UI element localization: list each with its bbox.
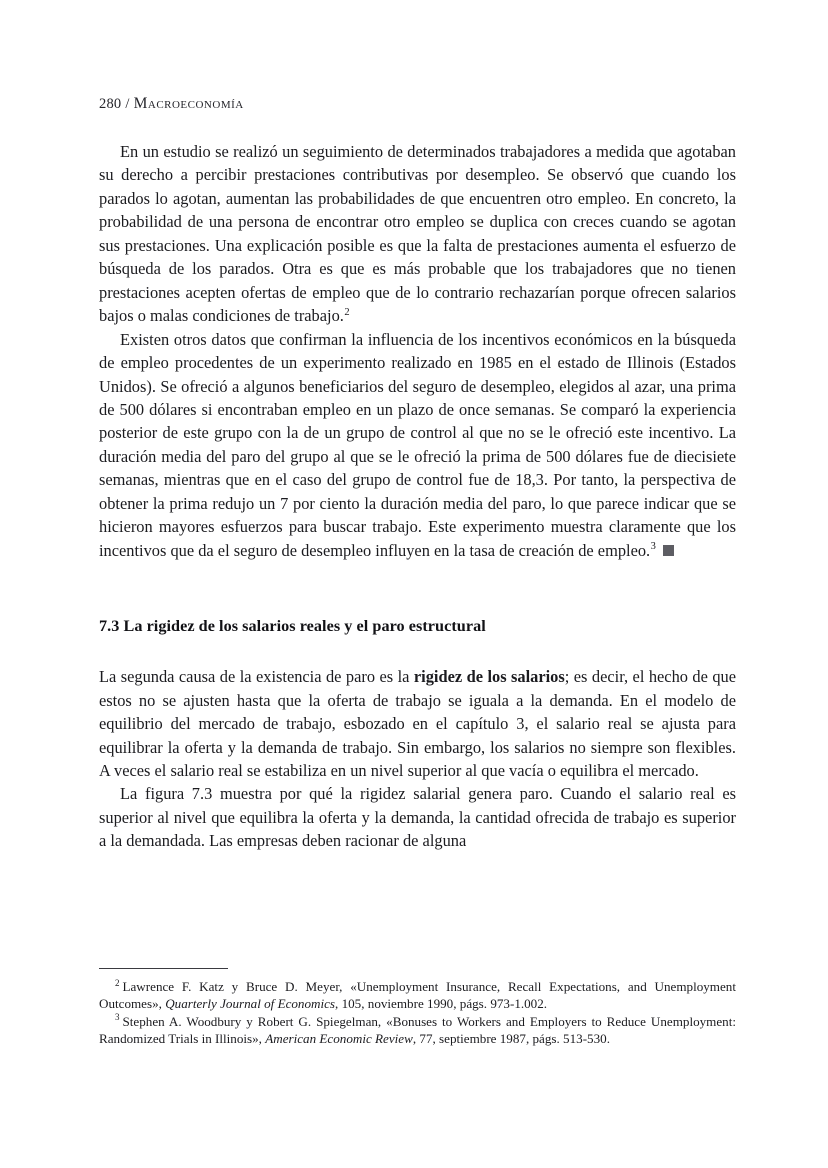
footnote-3-journal-title: American Economic Review bbox=[265, 1031, 413, 1047]
heading-spacer-above bbox=[99, 562, 736, 616]
footnote-3-text-part-2: , 77, septiembre 1987, págs. 513-530. bbox=[412, 1031, 610, 1047]
paragraph-3-text-before-bold: La segunda causa de la existencia de paro es la bbox=[99, 667, 414, 687]
text-column bbox=[99, 140, 736, 853]
footnote-2-text-part-1: Lawrence F. Katz y Bruce D. Meyer, «Unemployment Insurance, Recall Expectations, and Unemployment Outcomes», bbox=[99, 979, 736, 1012]
paragraph-illinois-experiment bbox=[99, 328, 736, 563]
footnote-2-text-part-2: , 105, noviembre 1990, págs. 973-1.002. bbox=[335, 996, 548, 1012]
paragraph-3-text-after-bold: ; es decir, el hecho de que estos no se ajusten hasta que la oferta de trabajo se iguala a la demanda. En el modelo de equilibrio del mercado de trabajo, esbozado en el capítulo 3, el salario real se ajusta para equilibrar la oferta y la demanda de trabajo. Sin embargo, los salarios no siempre son flexibles. A veces el salario real se estabiliza en un nivel superior al que vacía o equilibra el mercado. bbox=[99, 667, 737, 780]
end-of-box-marker bbox=[663, 545, 674, 556]
running-head bbox=[99, 95, 244, 113]
footnote-3-marker: 3 bbox=[115, 1012, 120, 1023]
paragraph-1-text: En un estudio se realizó un seguimiento de determinados trabajadores a medida que agotaban su derecho a percibir prestaciones contributivas por desempleo. Se observó que cuando los parados lo agotan, aumentan las probabilidades de que encuentren otro empleo. En concreto, la probabilidad de una persona de encontrar otro empleo se duplica con creces cuando se agotan sus prestaciones. Una explicación posible es que la falta de prestaciones aumenta el esfuerzo de búsqueda de los parados. Otra es que es más probable que los trabajadores que no tienen prestaciones acepten ofertas de empleo que de lo contrario rechazarían porque ofrecen salarios bajos o malas condiciones de trabajo. bbox=[99, 142, 736, 326]
footnote-2 bbox=[99, 978, 736, 1013]
paragraph-wage-rigidity bbox=[99, 665, 736, 782]
paragraph-unemployment-study bbox=[99, 140, 736, 328]
footnote-ref-3[interactable]: 3 bbox=[650, 541, 656, 553]
footnote-2-marker: 2 bbox=[115, 977, 120, 988]
paragraph-2-text: Existen otros datos que confirman la influencia de los incentivos económicos en la búsqueda de empleo procedentes de un experimento realizado en 1985 en el estado de Illinois (Estados Unidos). Se ofreció a algunos beneficiarios del seguro de desempleo, elegidos al azar, una prima de 500 dólares si encontraban empleo en un plazo de once semanas. Se comparó la experiencia posterior de este grupo con la de un grupo de control al que no se le ofreció este incentivo. La duración media del paro del grupo al que se le ofreció la prima de 500 dólares fue de diecisiete semanas, mientras que en el caso del grupo de control fue de 18,3. Por tanto, la perspectiva de obtener la prima redujo un 7 por ciento la duración media del paro, lo que parece indicar que se hicieron mayores esfuerzos para buscar trabajo. Este experimento muestra claramente que los incentivos que da el seguro de desempleo influyen en la tasa de creación de empleo. bbox=[99, 329, 736, 560]
footnote-separator-rule bbox=[99, 968, 228, 969]
page-number: 280 bbox=[99, 96, 122, 112]
footnotes-section bbox=[99, 968, 736, 1048]
paragraph-figure-reference: La figura 7.3 muestra por qué la rigidez salarial genera paro. Cuando el salario real es superior al nivel que equilibra la oferta y la demanda, la cantidad ofrecida de trabajo es superior a la demandada. Las empresas deben racionar de alguna bbox=[99, 784, 736, 851]
heading-spacer-below bbox=[99, 637, 736, 665]
book-title: Macroeconomía bbox=[133, 95, 244, 112]
running-head-separator: / bbox=[125, 96, 130, 112]
footnote-3 bbox=[99, 1013, 736, 1048]
footnote-3-text-part-1: Stephen A. Woodbury y Robert G. Spiegelman, «Bonuses to Workers and Employers to Reduce Unemployment: Randomized Trials in Illinois», bbox=[99, 1013, 736, 1047]
term-rigidez-de-los-salarios: rigidez de los salarios bbox=[413, 667, 565, 687]
footnote-ref-2[interactable]: 2 bbox=[344, 306, 350, 318]
footnote-2-journal-title: Quarterly Journal of Economics bbox=[165, 996, 336, 1012]
section-heading-7-3: 7.3 La rigidez de los salarios reales y el paro estructural bbox=[99, 617, 486, 636]
